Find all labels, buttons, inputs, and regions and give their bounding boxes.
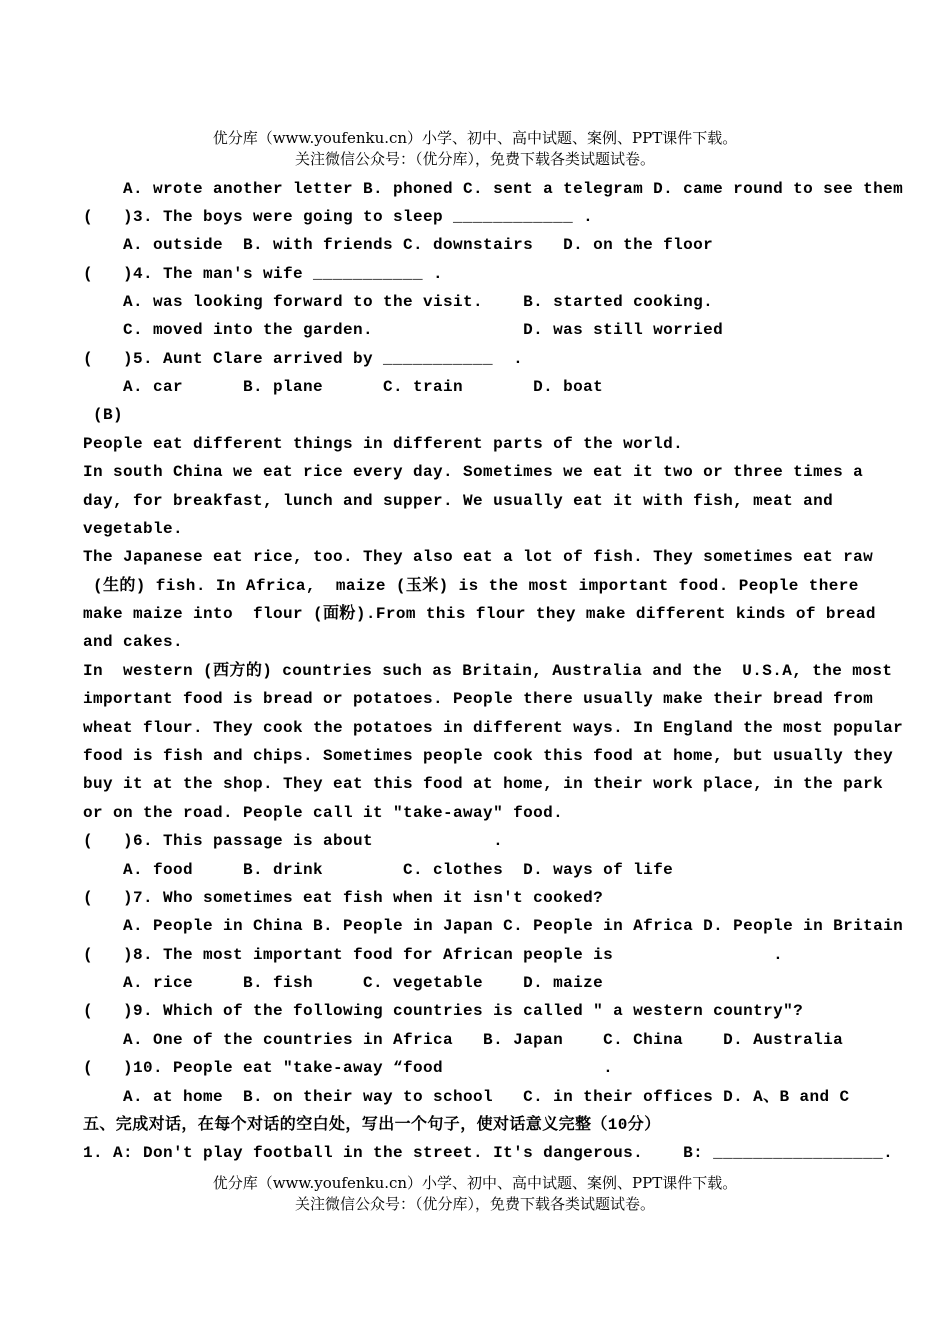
question-4: ( )4. The man's wife ___________ .: [83, 265, 444, 283]
footer-line-1: 优分库（www.youfenku.cn）小学、初中、高中试题、案例、PPT课件下载。: [212, 1174, 738, 1192]
passage-line: important food is bread or potatoes. People there usually make their bread from: [83, 690, 874, 708]
question-5-options: A. car B. plane C. train D. boat: [83, 378, 604, 396]
question-9: ( )9. Which of the following countries is called " a western country"?: [83, 1002, 804, 1020]
passage-line: The Japanese eat rice, too. They also eat a lot of fish. They sometimes eat raw: [83, 548, 874, 566]
question-4-options-cd: C. moved into the garden. D. was still worried: [83, 321, 724, 339]
question-4-options-ab: A. was looking forward to the visit. B. started cooking.: [83, 293, 714, 311]
passage-line: food is fish and chips. Sometimes people cook this food at home, but usually they: [83, 747, 894, 765]
question-8: ( )8. The most important food for African people is .: [83, 946, 784, 964]
question-9-options: A. One of the countries in Africa B. Japan C. China D. Australia: [83, 1031, 844, 1049]
section-5-title: 五、完成对话，在每个对话的空白处，写出一个句子，使对话意义完整（10分）: [83, 1116, 661, 1134]
passage-line: or on the road. People call it "take-away" food.: [83, 804, 564, 822]
passage-line: (生的) fish. In Africa, maize (玉米) is the most important food. People there: [83, 577, 859, 595]
dialogue-1: 1. A: Don't play football in the street. It's dangerous. B: _________________.: [83, 1144, 894, 1162]
header-line-1: 优分库（www.youfenku.cn）小学、初中、高中试题、案例、PPT课件下载。: [212, 129, 738, 147]
passage-line: make maize into flour (面粉).From this flour they make different kinds of bread: [83, 605, 876, 623]
section-b-title: (B): [83, 406, 124, 424]
passage-line: and cakes.: [83, 633, 184, 651]
question-3-options: A. outside B. with friends C. downstairs D. on the floor: [83, 236, 714, 254]
question-8-options: A. rice B. fish C. vegetable D. maize: [83, 974, 604, 992]
question-7: ( )7. Who sometimes eat fish when it isn't cooked?: [83, 889, 604, 907]
question-5: ( )5. Aunt Clare arrived by ___________ .: [83, 350, 524, 368]
passage-line: People eat different things in different parts of the world.: [83, 435, 684, 453]
footer-line-2: 关注微信公众号：（优分库），免费下载各类试题试卷。: [294, 1195, 655, 1213]
passage-line: day, for breakfast, lunch and supper. We usually eat it with fish, meat and: [83, 492, 834, 510]
question-10: ( )10. People eat "take-away “food .: [83, 1059, 614, 1077]
passage-line: In western (西方的) countries such as Britain, Australia and the U.S.A, the most: [83, 662, 893, 680]
passage-line: vegetable.: [83, 520, 184, 538]
question-6: ( )6. This passage is about .: [83, 832, 504, 850]
question-7-options: A. People in China B. People in Japan C. People in Africa D. People in Britain: [83, 917, 904, 935]
header-line-2: 关注微信公众号：（优分库），免费下载各类试题试卷。: [294, 150, 655, 168]
passage-line: In south China we eat rice every day. Sometimes we eat it two or three times a: [83, 463, 864, 481]
question-6-options: A. food B. drink C. clothes D. ways of life: [83, 861, 674, 879]
question-10-options: A. at home B. on their way to school C. in their offices D. A、B and C: [83, 1088, 850, 1106]
passage-line: buy it at the shop. They eat this food at home, in their work place, in the park: [83, 775, 884, 793]
question-2-options: A. wrote another letter B. phoned C. sent a telegram D. came round to see them: [83, 180, 904, 198]
passage-line: wheat flour. They cook the potatoes in different ways. In England the most popular: [83, 719, 904, 737]
question-3: ( )3. The boys were going to sleep ____________ .: [83, 208, 594, 226]
